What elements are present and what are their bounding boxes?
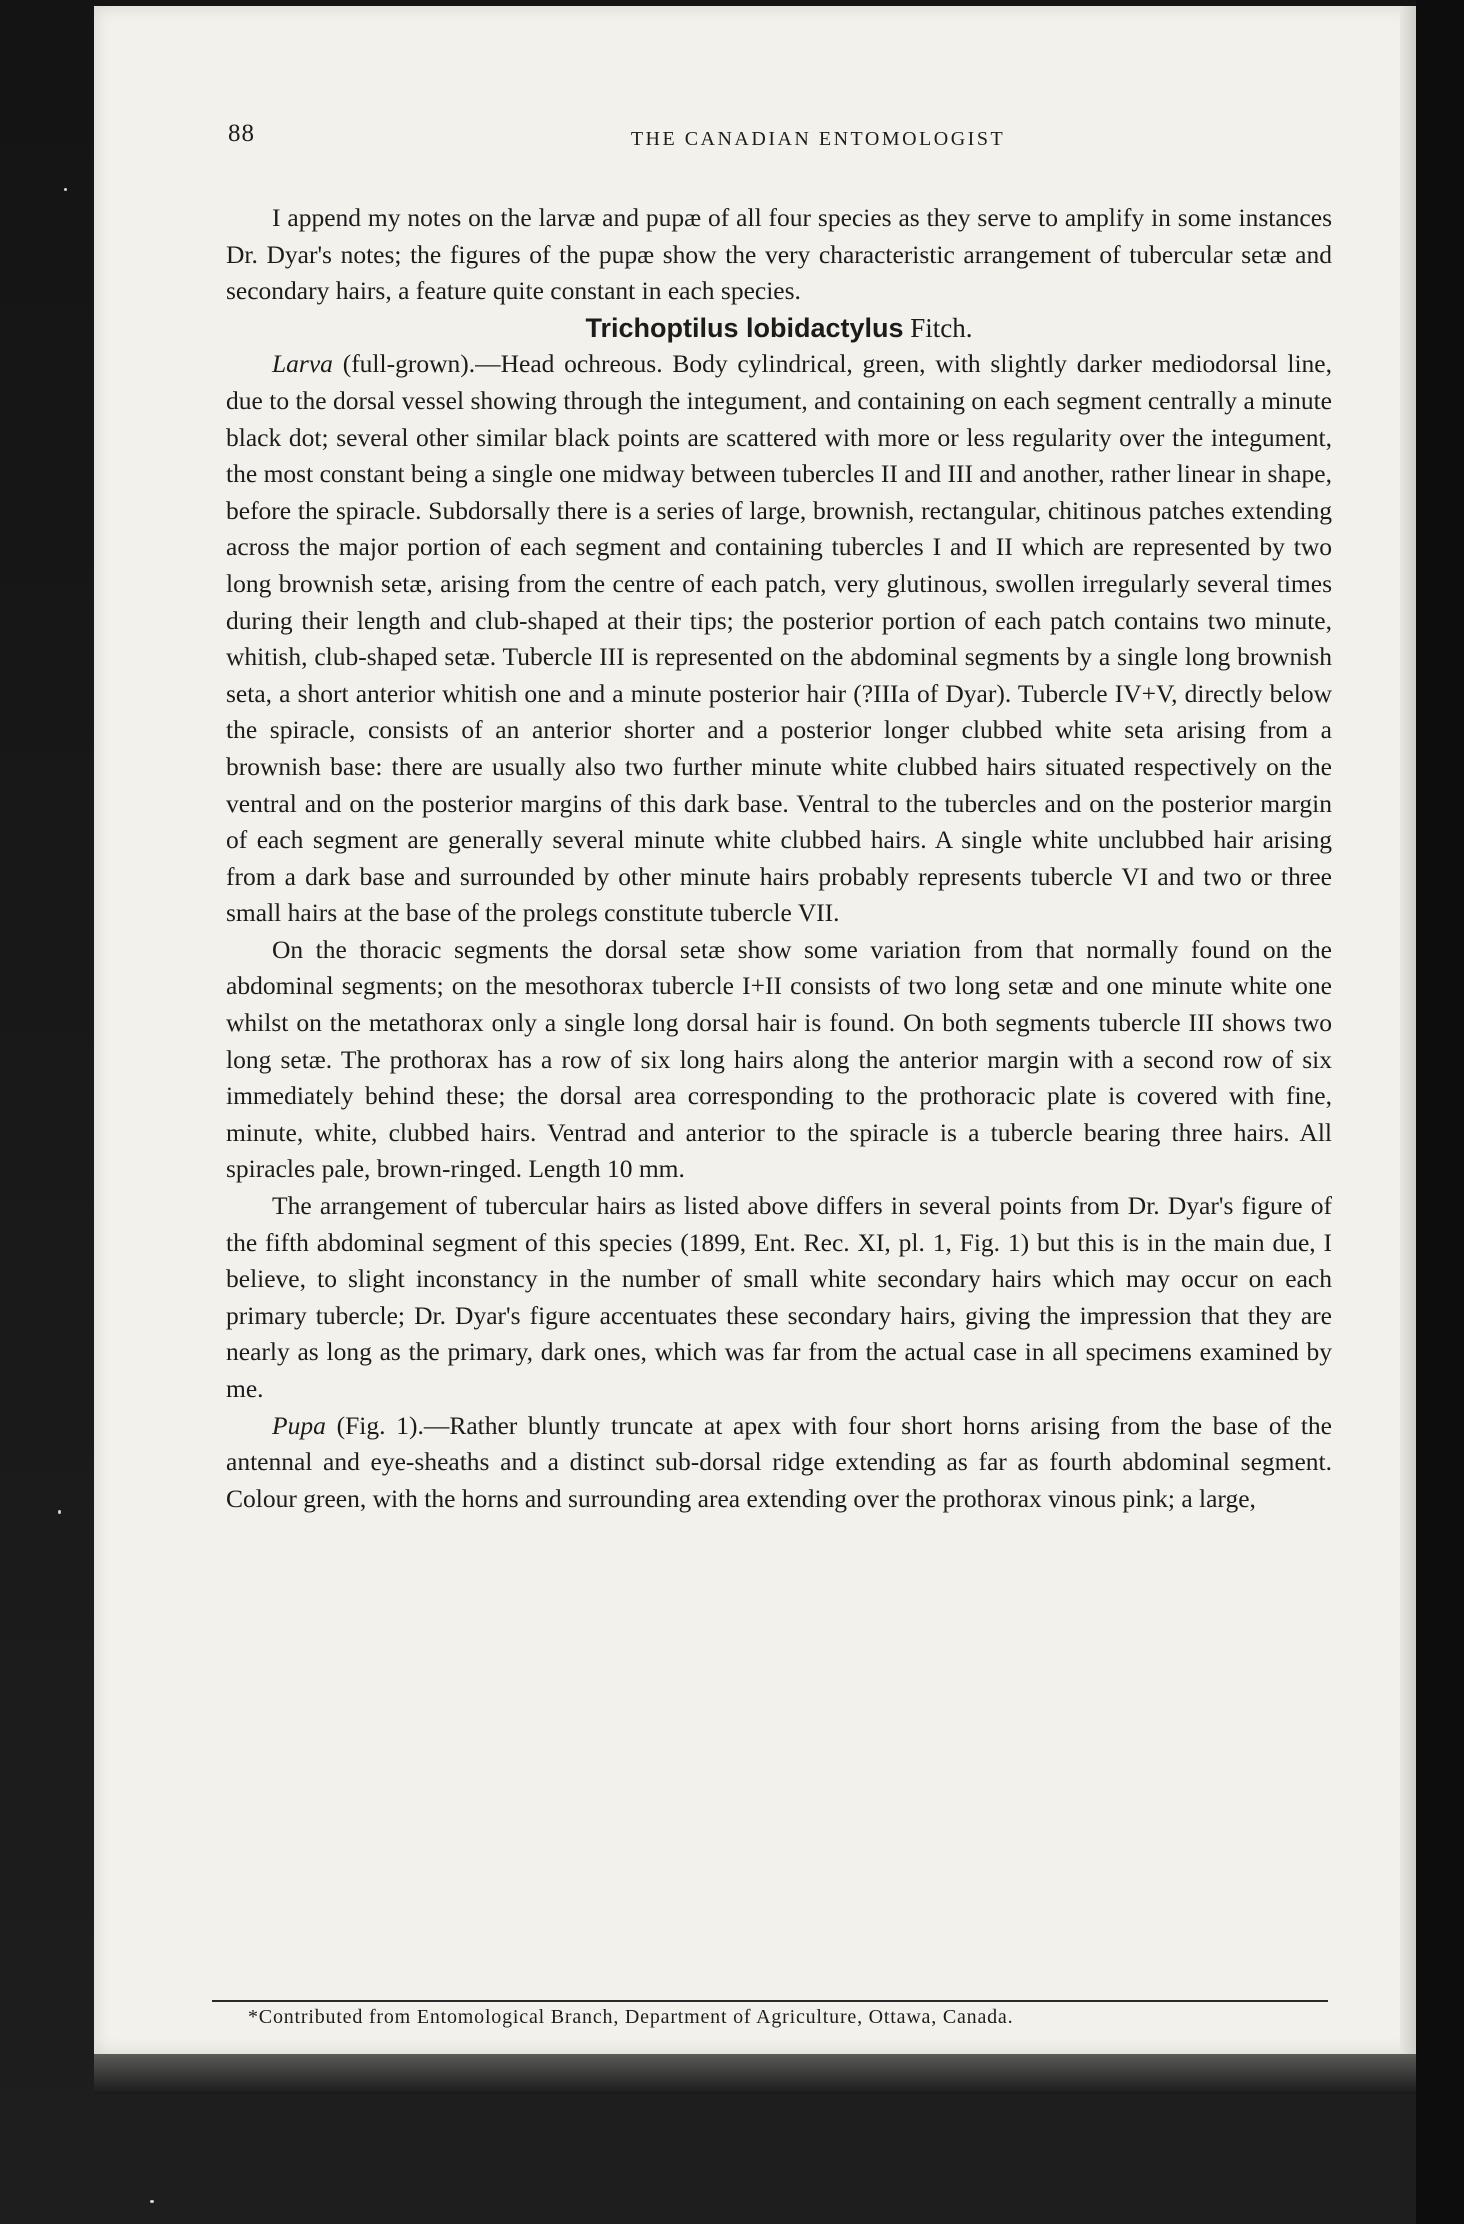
species-scientific-name: Trichoptilus lobidactylus <box>585 312 904 343</box>
scan-right-border <box>1416 0 1464 2224</box>
page-number: 88 <box>228 120 255 147</box>
article-body <box>226 200 1332 1517</box>
thoracic-paragraph: On the thoracic segments the dorsal setæ show some variation from that normally found on the abdominal segments; on the mesothorax tubercle I+II consists of two long setæ and one minute white one whilst on the metathorax only a single long dorsal hair is found. On both segments tubercle III shows two long setæ. The prothorax has a row of six long hairs along the anterior margin with a second row of six immediately behind these; the dorsal area corresponding to the prothoracic plate is covered with fine, minute, white, clubbed hairs. Ventrad and anterior to the spiracle is a tubercle bearing three hairs. All spiracles pale, brown-ringed. Length 10 mm. <box>226 934 1332 1184</box>
running-head: THE CANADIAN ENTOMOLOGIST <box>630 128 1006 150</box>
page-gutter-edge <box>1400 6 1416 2054</box>
scan-speck <box>58 1510 61 1514</box>
pupa-paragraph <box>226 1408 1332 1518</box>
pupa-label: Pupa <box>272 1410 326 1440</box>
intro-paragraph: I append my notes on the larvæ and pupæ of all four species as they serve to amplify in some instances Dr. Dyar's notes; the figures of the pupæ show the very characteristic arrangement of tubercular setæ and secondary hairs, a feature quite constant in each species. <box>226 203 1332 306</box>
species-heading <box>226 310 1332 347</box>
footnote-rule <box>212 2000 1328 2002</box>
larva-label: Larva <box>272 349 333 379</box>
larva-paragraph <box>226 346 1332 932</box>
species-author: Fitch. <box>910 312 973 343</box>
footnote: *Contributed from Entomological Branch, Department of Agriculture, Ottawa, Canada. <box>248 2006 1014 2028</box>
scan-speck <box>64 188 67 191</box>
scan-speck <box>150 2200 154 2203</box>
page-header <box>228 120 1348 170</box>
pupa-description: (Fig. 1).—Rather bluntly truncate at apex with four short horns arising from the base of the antennal and eye-sheaths and a distinct sub-dorsal ridge extending as far as fourth abdominal segment. Colour green, with the horns and surrounding area extending over the prothorax vinous pink; a large, <box>226 1410 1332 1513</box>
larva-description: (full-grown).—Head ochreous. Body cylindrical, green, with slightly darker mediodorsal line, due to the dorsal vessel showing through the integument, and containing on each segment centrally a minute black dot; several other similar black points are scattered with more or less regularity over the integument, the most constant being a single one midway between tubercles II and III and another, rather linear in shape, before the spiracle. Subdorsally there is a series of large, brownish, rectangular, chitinous patches extending across the major portion of each segment and containing tubercles I and II which are represented by two long brownish setæ, arising from the centre of each patch, very glutinous, swollen irregularly several times during their length and club-shaped at their tips; the posterior portion of each patch contains two minute, whitish, club-shaped setæ. Tubercle III is represented on the abdominal segments by a single long brownish seta, a short anterior whitish one and a minute posterior hair (?IIIa of Dyar). Tubercle IV+V, directly below the spiracle, consists of an anterior shorter and a posterior longer clubbed white seta arising from a brownish base: there are usually also two further minute white clubbed hairs situated respectively on the ventral and on the posterior margins of this dark base. Ventral to the tubercles and on the posterior margin of each segment are generally several minute white clubbed hairs. A single white unclubbed hair arising from a dark base and surrounded by other minute hairs probably represents tubercle VI and two or three small hairs at the base of the prolegs constitute tubercle VII. <box>226 349 1332 928</box>
page-bottom-shadow <box>94 2054 1416 2094</box>
arrangement-paragraph: The arrangement of tubercular hairs as listed above differs in several points from Dr. Dyar's figure of the fifth abdominal segment of this species (1899, Ent. Rec. XI, pl. 1, Fig. 1) but this is in the main due, I believe, to slight inconstancy in the number of small white secondary hairs which may occur on each primary tubercle; Dr. Dyar's figure accentuates these secondary hairs, giving the impression that they are nearly as long as the primary, dark ones, which was far from the actual case in all specimens examined by me. <box>226 1191 1332 1403</box>
